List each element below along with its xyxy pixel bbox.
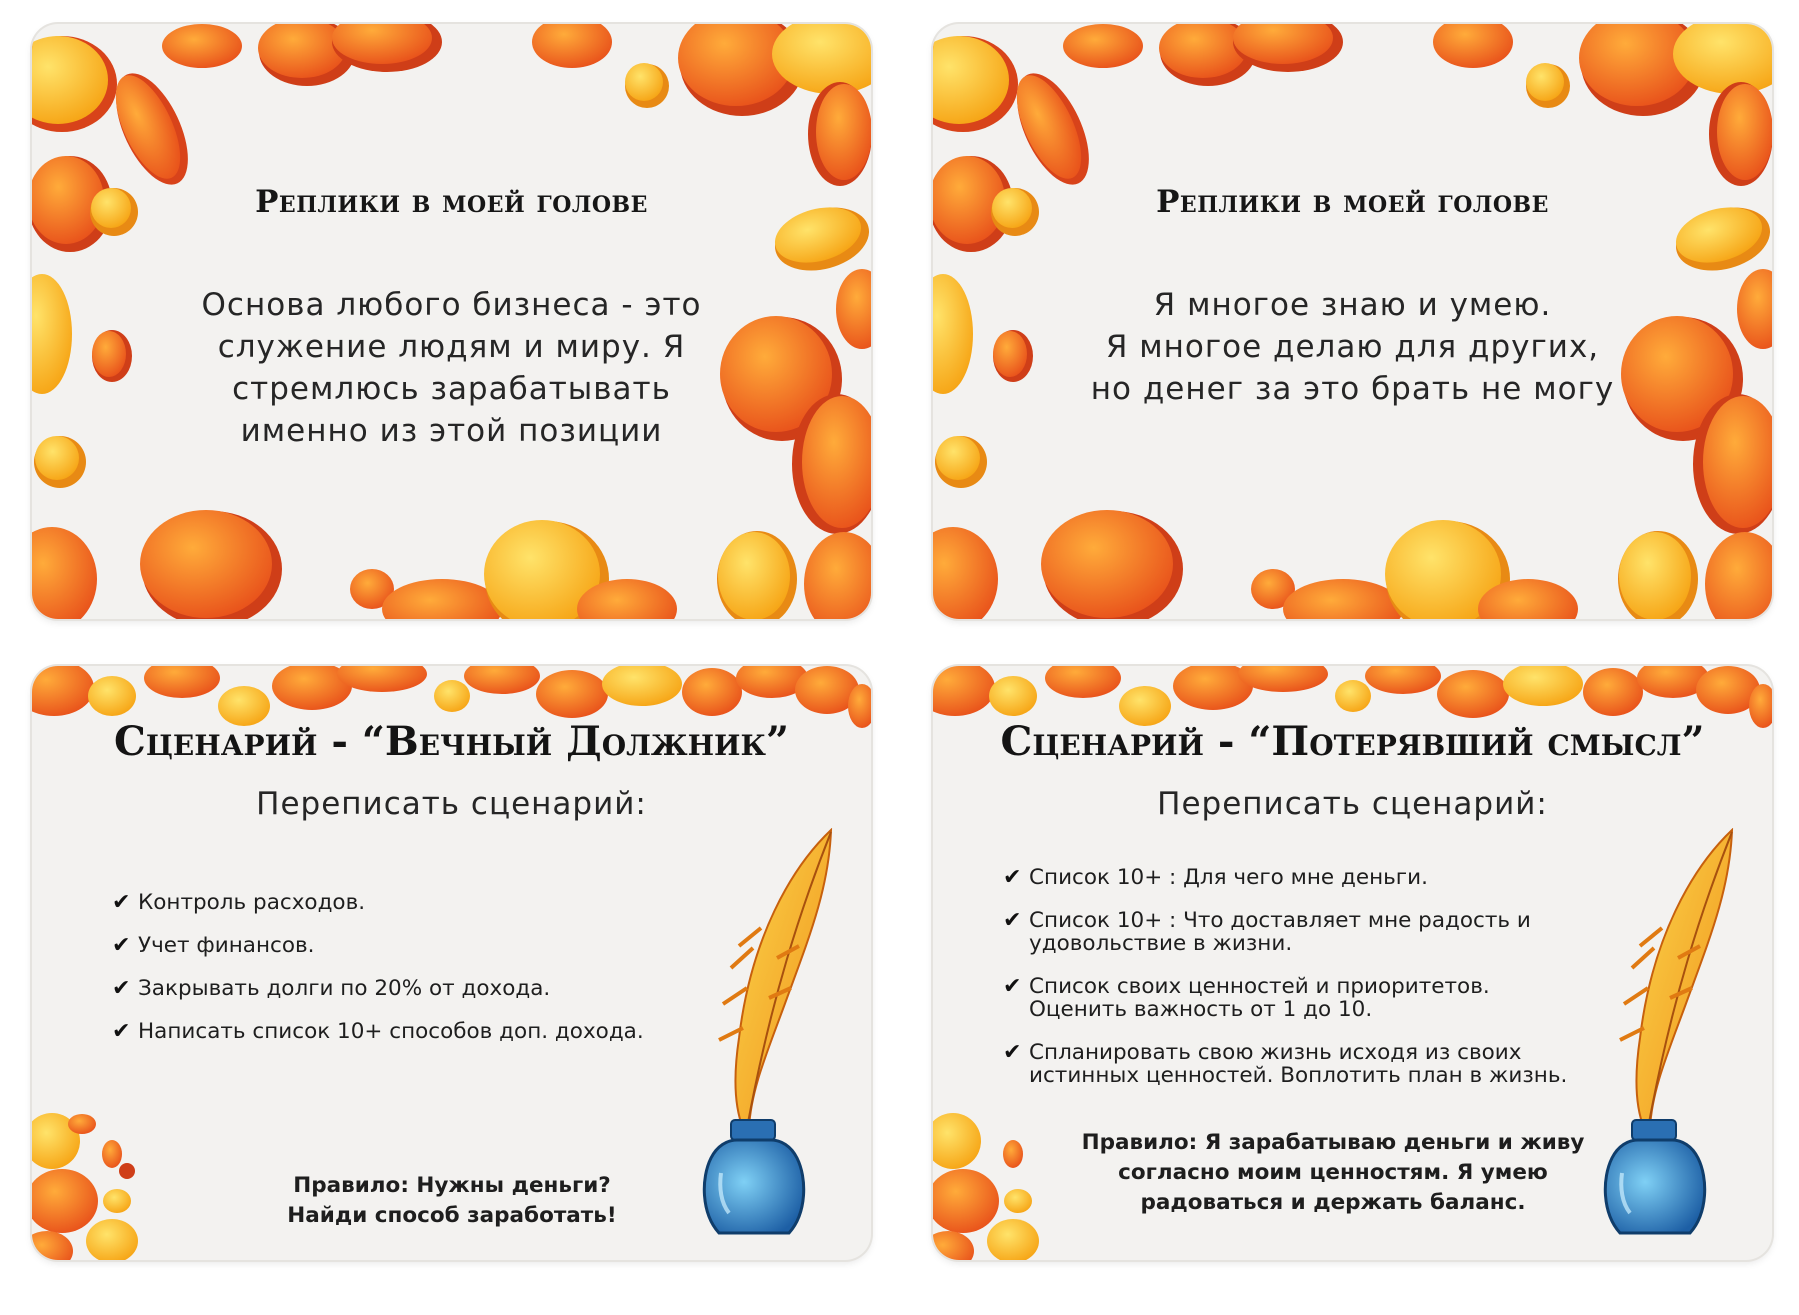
- rule-line: Правило: Я зарабатываю деньги и живу: [1081, 1130, 1585, 1155]
- body-line: Я многое знаю и умею.: [1153, 287, 1552, 323]
- check-icon: ✔: [1003, 865, 1022, 890]
- body-line: служение людям и миру. Я: [217, 329, 686, 365]
- item-text: Список 10+ : Что доставляет мне радость и: [1029, 908, 1531, 933]
- item-text: Написать список 10+ способов доп. дохода.: [138, 1019, 644, 1044]
- scenario-card-1: [32, 666, 871, 1260]
- check-icon: ✔: [1003, 908, 1022, 933]
- item-text: Контроль расходов.: [138, 890, 366, 915]
- check-icon: ✔: [1003, 1040, 1022, 1065]
- affirmation-card-2: [933, 24, 1772, 619]
- item-text: Спланировать свою жизнь исходя из своих: [1029, 1040, 1522, 1065]
- list-item: [112, 1020, 691, 1043]
- item-text: Список своих ценностей и приоритетов.: [1029, 974, 1490, 999]
- scenario-subtitle: Переписать сценарий:: [256, 786, 647, 822]
- card-title: Реплики в моей голове: [255, 184, 648, 220]
- scenario-subtitle: Переписать сценарий:: [1157, 786, 1548, 822]
- body-line: Я многое делаю для других,: [1105, 329, 1600, 365]
- check-icon: ✔: [112, 1019, 131, 1044]
- card-title: Реплики в моей голове: [1156, 184, 1549, 220]
- item-text: Список 10+ : Для чего мне деньги.: [1029, 865, 1428, 890]
- rule-text: [272, 1171, 632, 1231]
- rule-line: согласно моим ценностям. Я умею: [1118, 1160, 1548, 1185]
- rule-line: Правило: Нужны деньги?: [293, 1173, 611, 1198]
- rule-line: радоваться и держать баланс.: [1140, 1190, 1526, 1215]
- item-text-continued: удовольствие в жизни.: [1029, 931, 1293, 956]
- body-line: именно из этой позиции: [240, 413, 663, 449]
- scenario-title: Сценарий - “Вечный Должник”: [114, 718, 789, 765]
- check-icon: ✔: [112, 976, 131, 1001]
- scenario-card-2: [933, 666, 1772, 1260]
- body-line: но денег за это брать не могу: [1090, 371, 1615, 407]
- list-item: [112, 891, 691, 914]
- check-icon: ✔: [112, 933, 131, 958]
- list-item: [1003, 866, 1622, 889]
- rule-text: [1053, 1128, 1613, 1218]
- item-text-continued: Оценить важность от 1 до 10.: [1029, 997, 1373, 1022]
- item-text: Учет финансов.: [138, 933, 315, 958]
- card-body: [162, 284, 741, 452]
- list-item: [1003, 1041, 1622, 1087]
- body-line: стремлюсь зарабатывать: [232, 371, 671, 407]
- affirmation-card-1: [32, 24, 871, 619]
- checklist: [112, 891, 691, 1063]
- check-icon: ✔: [112, 890, 131, 915]
- card-body: [1033, 284, 1672, 410]
- list-item: [1003, 975, 1622, 1021]
- item-text: Закрывать долги по 20% от дохода.: [138, 976, 551, 1001]
- check-icon: ✔: [1003, 974, 1022, 999]
- item-text-continued: истинных ценностей. Воплотить план в жизнь.: [1029, 1063, 1568, 1088]
- list-item: [1003, 909, 1622, 955]
- checklist: [1003, 866, 1622, 1107]
- list-item: [112, 934, 691, 957]
- body-line: Основа любого бизнеса - это: [201, 287, 702, 323]
- scenario-title: Сценарий - “Потерявший смысл”: [1000, 718, 1705, 765]
- list-item: [112, 977, 691, 1000]
- rule-line: Найди способ заработать!: [287, 1203, 617, 1228]
